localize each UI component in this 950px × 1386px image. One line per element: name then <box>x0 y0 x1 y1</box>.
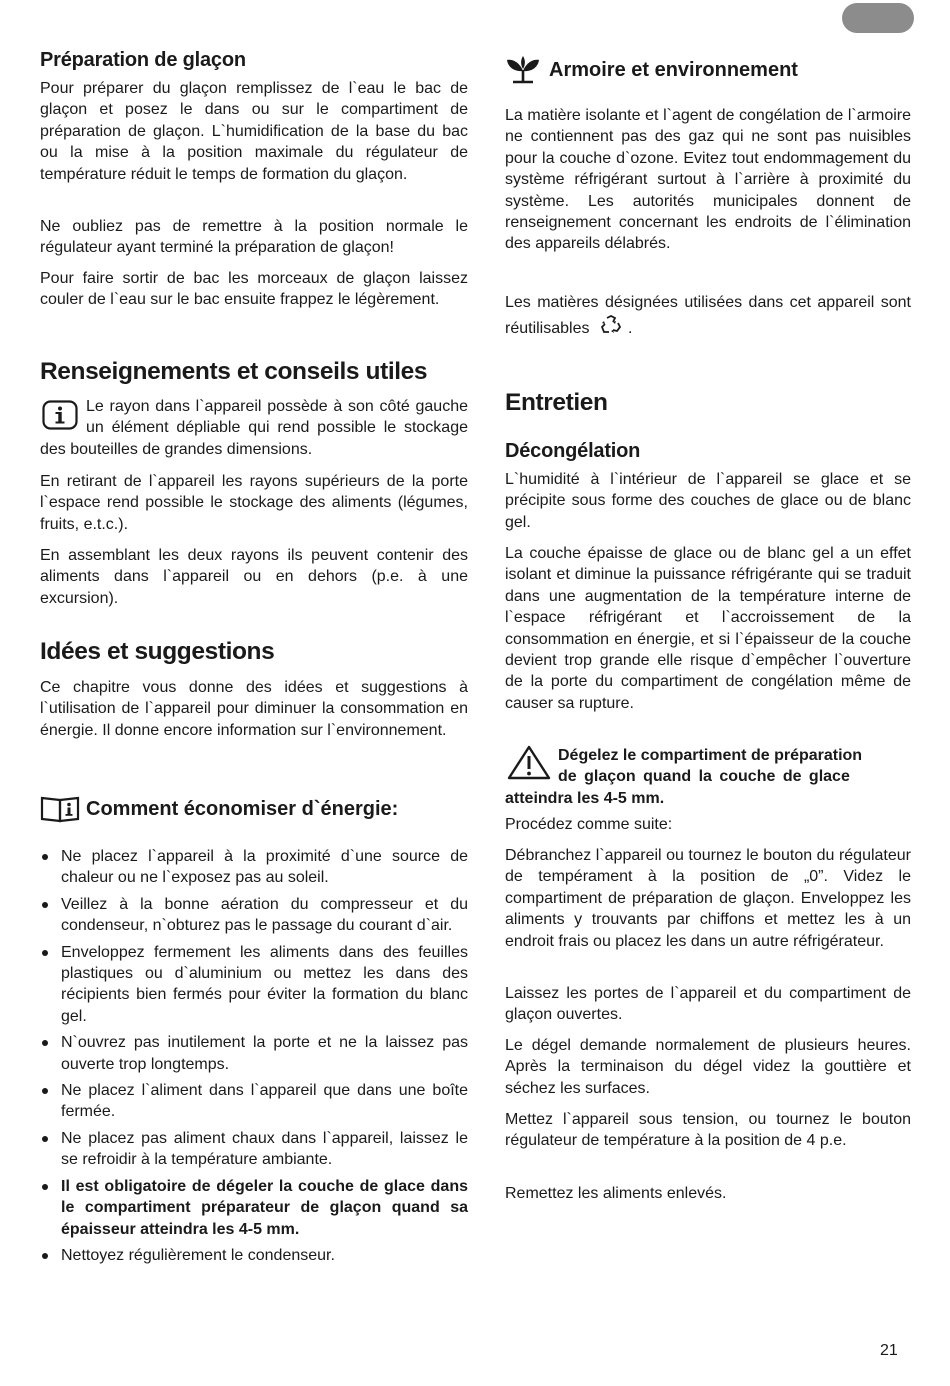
warning-line-2: de glaçon quand la couche de glace <box>558 768 850 786</box>
defrost-paragraph-6: Le dégel demande normalement de plusieurs heures. Après la terminaison du dégel videz la gouttière et séchez les surfaces. <box>505 1037 911 1097</box>
warning-line-1: Dégelez le compartiment de préparation <box>558 747 863 764</box>
info-section-heading: Renseignements et conseils utiles <box>40 358 428 385</box>
defrost-paragraph-5: Laissez les portes de l`appareil et du compartiment de glaçon ouvertes. <box>505 985 911 1024</box>
info-paragraph-3: En assemblant les deux rayons ils peuvent contenir des aliments dans l`appareil ou en dehors (p.e. à une excursion). <box>40 547 468 607</box>
defrost-paragraph-8: Remettez les aliments enlevés. <box>505 1185 727 1202</box>
page-number: 21 <box>880 1342 898 1359</box>
energy-tip-7-warning: Il est obligatoire de dégeler la couche de glace dans le compartiment préparateur de glaçon quand sa épaisseur atteindra les 4-5 mm. <box>40 1176 468 1240</box>
page-tab-marker <box>842 3 914 33</box>
info-icon <box>42 400 78 430</box>
energy-tip-4: N`ouvrez pas inutilement la porte et ne la laissez pas ouverte trop longtemps. <box>40 1032 468 1075</box>
defrost-warning <box>505 745 911 809</box>
recyclable-text: Les matières désignées utilisées dans cet appareil sont réutilisables <box>505 294 911 337</box>
defrost-paragraph-7: Mettez l`appareil sous tension, ou tournez le bouton régulateur de température à la position de 4 p.e. <box>505 1111 911 1150</box>
energy-heading <box>40 795 468 823</box>
environment-paragraph-1: La matière isolante et l`agent de congélation de l`armoire ne contiennent pas des gaz qui ne sont pas nuisibles pour la couche d`ozone. Evitez tout endommagement du système réfrigérant surtout à l`arrière à proximité du système. Les autorités municipales donnent de renseignement concernant les endroits de l`élimination des appareils délabrés. <box>505 107 911 253</box>
defrost-paragraph-3: Procédez comme suite: <box>505 816 673 833</box>
manual-info-icon <box>40 795 80 823</box>
energy-heading-text: Comment économiser d`énergie: <box>86 797 399 820</box>
defrost-paragraph-1: L`humidité à l`intérieur de l`appareil se glace et se précipite sous forme des couches de glace ou de blanc gel. <box>505 471 911 531</box>
environment-plant-icon <box>505 55 541 85</box>
info-paragraph-2: En retirant de l`appareil les rayons supérieurs de la porte l`espace rend possible le stockage des aliments (légumes, fruits, e.t.c.). <box>40 473 468 533</box>
energy-tip-3: Enveloppez fermement les aliments dans des feuilles plastiques ou d`aluminium ou mettez les dans des récipients bien fermés pour éviter la formation du blanc gel. <box>40 942 468 1028</box>
environment-heading-text: Armoire et environnement <box>549 58 798 81</box>
warning-triangle-icon <box>507 745 551 781</box>
defrost-heading: Décongélation <box>505 440 641 462</box>
defrost-paragraph-2: La couche épaisse de glace ou de blanc gel a un effet isolant et diminue la puissance réfrigérante qui se traduit dans une augmentation de la température interne de l`espace réfrigérant et l`accroissement de la consommation en énergie, et si l`épaisseur de la couche devient trop grande elle risque d`empêcher l`ouverture de la porte du compartiment de congélation même de causer sa rupture. <box>505 545 911 712</box>
defrost-paragraph-4: Débranchez l`appareil ou tournez le bouton du régulateur de tempérament à la position de „0”. Videz le compartiment de préparation de glaçon. Enveloppez les aliments y trouvants par chiffons et mettez les à un endroit frais ou placez les dans un autre réfrigérateur. <box>505 847 911 950</box>
ideas-section-heading: Idées et suggestions <box>40 638 275 665</box>
ice-paragraph-3: Pour faire sortir de bac les morceaux de glaçon laissez couler de l`eau sur le bac ensuite frappez le légèrement. <box>40 270 468 309</box>
energy-tip-2: Veillez à la bonne aération du compresseur et du condenseur, n`obturez pas le passage du courant d`air. <box>40 894 468 937</box>
ice-paragraph-2: Ne oubliez pas de remettre à la position normale le régulateur ayant terminé la préparation de glaçon! <box>40 218 468 257</box>
ideas-paragraph: Ce chapitre vous donne des idées et suggestions à l`utilisation de l`appareil pour diminuer la consommation en énergie. Il donne encore information sur l`environnement. <box>40 679 468 739</box>
energy-tip-8: Nettoyez régulièrement le condenseur. <box>40 1245 468 1266</box>
recyclable-period: . <box>627 320 633 337</box>
info-paragraph-1: Le rayon dans l`appareil possède à son côté gauche un élément dépliable qui rend possible le stockage des bouteilles de grandes dimensions. <box>40 398 468 458</box>
energy-tip-1: Ne placez l`appareil à la proximité d`une source de chaleur ou ne l`exposez pas au soleil. <box>40 846 468 889</box>
ice-paragraph-1: Pour préparer du glaçon remplissez de l`eau le bac de glaçon et posez le dans ou sur le compartiment de préparation de glaçon. L`humidification de la base du bac ou la mise à la position maximale du régulateur de température réduit le temps de formation du glaçon. <box>40 80 468 183</box>
warning-line-3: atteindra les 4-5 mm. <box>505 789 665 807</box>
environment-paragraph-2 <box>505 290 911 341</box>
energy-tip-5: Ne placez l`aliment dans l`appareil que dans une boîte fermée. <box>40 1080 468 1123</box>
energy-tip-6: Ne placez pas aliment chaux dans l`appareil, laissez le se refroidir à la température ambiante. <box>40 1128 468 1171</box>
info-block <box>40 396 468 460</box>
environment-heading <box>505 55 911 85</box>
recycle-icon <box>600 315 622 335</box>
ice-preparation-heading: Préparation de glaçon <box>40 49 246 71</box>
energy-tips-list <box>40 846 468 1271</box>
maintenance-heading: Entretien <box>505 389 608 416</box>
